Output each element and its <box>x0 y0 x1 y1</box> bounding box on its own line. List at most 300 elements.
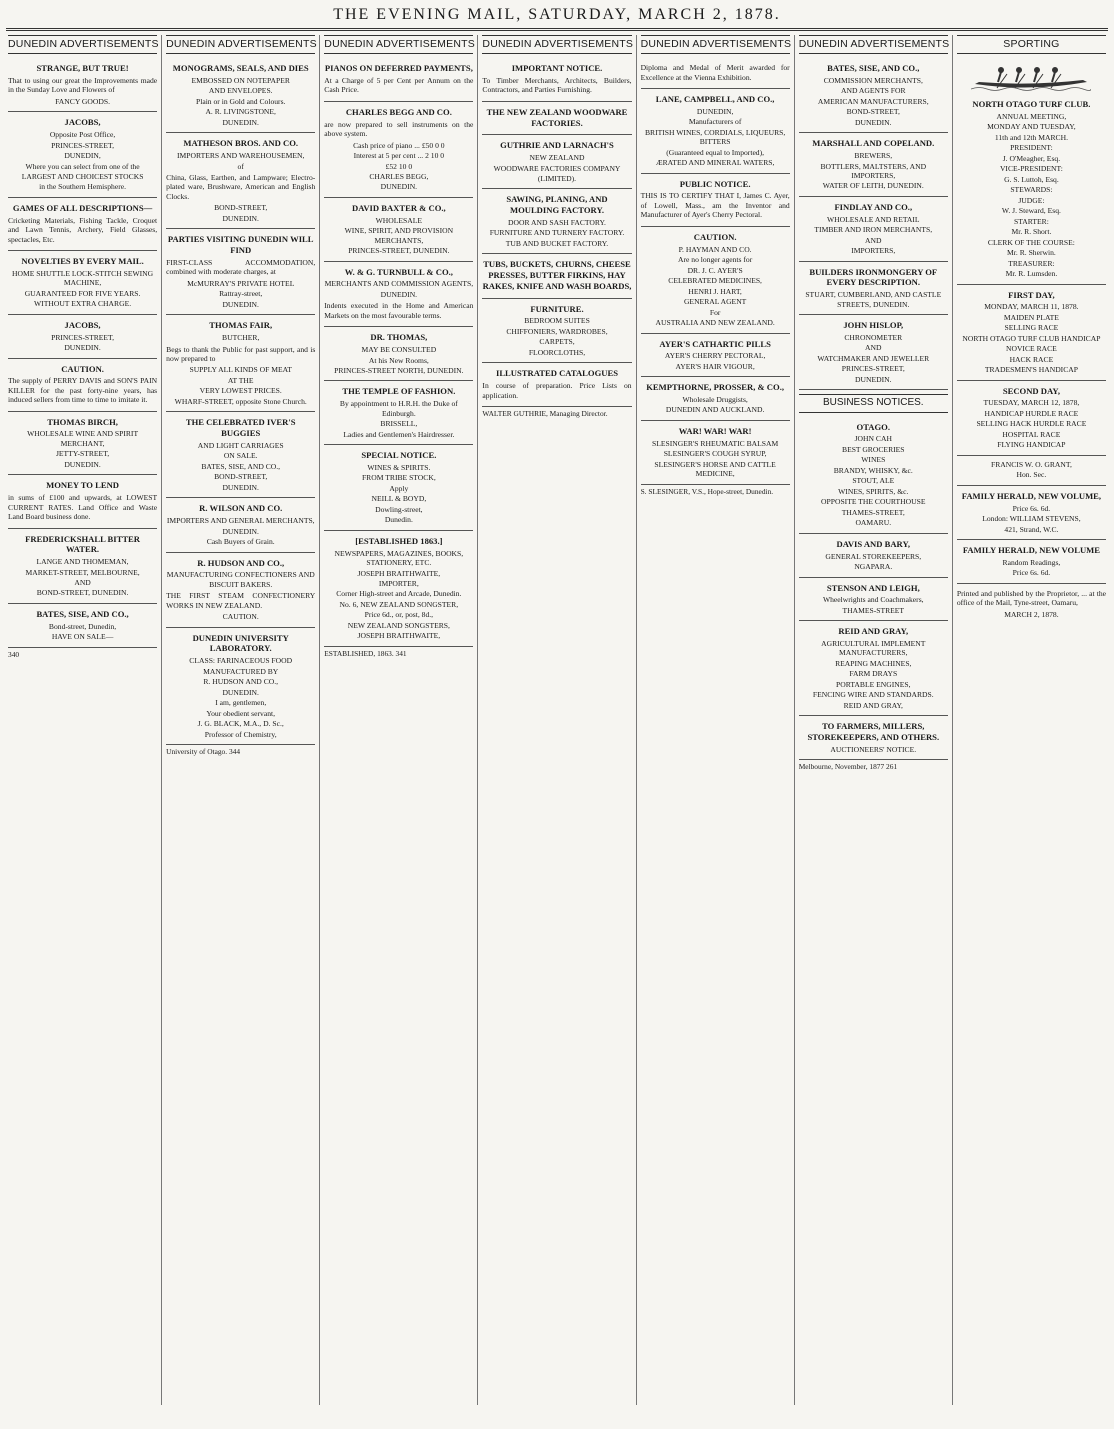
ad-line: For <box>709 307 721 317</box>
ad-line: AUCTIONEERS' NOTICE. <box>830 744 917 754</box>
ad-line: Your obedient servant, <box>206 708 276 718</box>
ad-heading: PIANOS ON DEFERRED PAYMENTS, <box>324 63 473 74</box>
col0-ad-7 <box>8 475 157 528</box>
ad-line: £52 10 0 <box>385 161 413 171</box>
ad-line: Begs to thank the Public for past support, and is now prepared to <box>166 344 316 363</box>
ad-line: NEWSPAPERS, MAGAZINES, BOOKS, STATIONERY, ETC. <box>334 548 464 568</box>
ad-heading: PARTIES VISITING DUNEDIN WILL FIND <box>167 234 314 256</box>
ad-heading: MATHESON BROS. AND CO. <box>183 138 299 149</box>
ad-line: FANCY GOODS. <box>55 96 110 106</box>
ad-line: ÆRATED AND MINERAL WATERS, <box>655 158 775 168</box>
ad-line: JETTY-STREET, <box>55 449 110 459</box>
ad-heading: NOVELTIES BY EVERY MAIL. <box>21 256 144 267</box>
ad-line: AND AGENTS FOR <box>840 86 906 96</box>
section-heading: BUSINESS NOTICES. <box>799 394 948 413</box>
ad-line: AGRICULTURAL IMPLEMENT MANUFACTURERS, <box>821 638 926 658</box>
column-5 <box>795 35 953 1405</box>
ad-line: IMPORTER, <box>378 578 419 588</box>
ad-heading: CHARLES BEGG AND CO. <box>345 106 452 117</box>
ad-heading: W. & G. TURNBULL & CO., <box>344 266 453 277</box>
column-header: DUNEDIN ADVERTISEMENTS <box>641 35 790 54</box>
ad-line: MERCHANTS AND COMMISSION AGENTS, <box>324 279 474 289</box>
ad-heading: FAMILY HERALD, NEW VOLUME <box>962 545 1100 556</box>
ad-line: No. 6, NEW ZEALAND SONGSTER, <box>339 599 459 609</box>
ad-line: PRINCES-STREET, DUNEDIN. <box>348 246 450 256</box>
ad-line: I am, gentlemen, <box>215 698 267 708</box>
ad-line: AMERICAN MANUFACTURERS, <box>817 96 929 106</box>
ad-line: WHOLESALE WINE AND SPIRIT MERCHANT, <box>27 429 139 448</box>
ad-line: NEW ZEALAND SONGSTERS, <box>347 620 450 630</box>
ad-heading: R. HUDSON AND CO., <box>197 557 285 568</box>
ad-heading: BUILDERS IRONMONGERY OF EVERY DESCRIPTION. <box>809 266 938 288</box>
ad-line: BEST GROCERIES <box>842 444 905 454</box>
ad-line: Mr. R. Short. <box>1011 227 1052 237</box>
ad-line: GUARANTEED FOR FIVE YEARS. <box>24 288 141 298</box>
ad-line: STUART, CUMBERLAND, AND CASTLE STREETS, DUNEDIN. <box>805 290 942 309</box>
ad-line: Opposite Post Office, <box>49 130 116 140</box>
ad-line: 421, Strand, W.C. <box>1004 524 1059 534</box>
ad-heading: FURNITURE. <box>530 303 584 314</box>
ad-line: (Guaranteed equal to Imported), <box>666 147 765 157</box>
ad-heading: JACOBS, <box>64 117 101 128</box>
ad-line: DUNEDIN. <box>222 526 259 536</box>
col3-ad-0 <box>482 58 631 102</box>
ad-line: AYER'S HAIR VIGOUR, <box>675 361 755 371</box>
ad-line: WHOLESALE AND RETAIL <box>826 214 920 224</box>
ad-line: MAIDEN PLATE <box>1003 312 1059 322</box>
col4-ad-5 <box>641 377 790 421</box>
columns <box>4 35 1110 1405</box>
ad-line: SLESINGER'S HORSE AND CATTLE MEDICINE, <box>654 459 776 479</box>
ad-heading: MONOGRAMS, SEALS, AND DIES <box>172 63 309 74</box>
ad-line: Wheelwrights and Coachmakers, <box>822 595 924 605</box>
ad-line: WINES, SPIRITS, &c. <box>838 486 909 496</box>
col0-ad-9 <box>8 604 157 648</box>
ad-heading: SECOND DAY, <box>1002 385 1060 396</box>
ad-line: At a Charge of 5 per Cent per Annum on the Cash Price. <box>324 75 474 95</box>
col4-ad-0 <box>641 58 790 89</box>
ad-line: Mr. R. Sherwin. <box>1007 248 1056 258</box>
col0-ad-5 <box>8 359 157 412</box>
ad-line: Mr. R. Lumsden. <box>1005 269 1058 279</box>
col0-ad-1 <box>8 112 157 198</box>
ad-line: DUNEDIN. <box>855 374 892 384</box>
ad-heading: THOMAS BIRCH, <box>47 416 118 427</box>
ad-line: Corner High-street and Arcade, Dunedin. <box>336 589 462 599</box>
ad-line: REAPING MACHINES, <box>835 658 912 668</box>
ad-line: Price 6s. 6d. <box>1012 503 1051 513</box>
ad-heading: GAMES OF ALL DESCRIPTIONS— <box>12 202 153 213</box>
ad-heading: ILLUSTRATED CATALOGUES <box>495 368 618 379</box>
ad-line: VICE-PRESIDENT: <box>999 164 1063 174</box>
ad-line: AYER'S CHERRY PECTORAL, <box>664 351 766 361</box>
col0-ad-8 <box>8 529 157 604</box>
ad-line: NEILL & BOYD, <box>371 494 427 504</box>
ad-heading: REID AND GRAY, <box>838 626 909 637</box>
ad-line: in sums of £100 and upwards, at LOWEST CURRENT RATES. Land Office and Waste Land Board business done. <box>8 493 158 522</box>
ad-line: JUDGE: <box>1018 195 1045 205</box>
ad-line: DUNEDIN AND AUCKLAND. <box>665 405 765 415</box>
ad-line: BRANDY, WHISKY, &c. <box>833 465 913 475</box>
ad-line: Where you can select from one of the <box>25 161 140 171</box>
ad-line: COMMISSION MERCHANTS, <box>823 75 923 85</box>
ad-line: Plain or in Gold and Colours. <box>195 96 286 106</box>
ad-line: Indents executed in the Home and American Markets on the most favourable terms. <box>324 301 474 320</box>
ad-line: THAMES-STREET, <box>841 507 905 517</box>
col4-ad-2 <box>641 174 790 227</box>
col5b-ad-0 <box>799 417 948 534</box>
ad-line: SELLING HACK HURDLE RACE <box>976 419 1087 429</box>
ad-line: CHIFFONIERS, WARDROBES, <box>506 326 608 336</box>
ad-line: Manufacturers of <box>688 117 742 127</box>
ad-line: Cash Buyers of Grain. <box>206 537 275 547</box>
ad-line: London: WILLIAM STEVENS, <box>982 514 1081 524</box>
column-header: DUNEDIN ADVERTISEMENTS <box>482 35 631 54</box>
ad-line: NORTH OTAGO TURF CLUB HANDICAP <box>962 333 1101 343</box>
ad-heading: WAR! WAR! WAR! <box>678 425 752 436</box>
col0-ad-6 <box>8 412 157 476</box>
ad-line: AUSTRALIA AND NEW ZEALAND. <box>655 318 775 328</box>
ad-heading: GUTHRIE AND LARNACH'S <box>500 140 614 151</box>
ad-line: EMBOSSED ON NOTEPAPER <box>191 75 290 85</box>
column-6 <box>953 35 1110 1405</box>
col3-ad-6 <box>482 363 631 407</box>
ad-line: P. HAYMAN AND CO. <box>678 244 752 254</box>
ad-line: DUNEDIN. <box>222 299 259 309</box>
ad-line: BRISSELL, <box>380 419 418 429</box>
col5-ad-3 <box>799 262 948 315</box>
col5-ad-2 <box>799 197 948 262</box>
ad-line: SLESINGER'S COUGH SYRUP, <box>663 449 767 459</box>
ad-line: TRADESMEN'S HANDICAP <box>984 365 1078 375</box>
col1-ad-7 <box>166 628 315 745</box>
col6-ad-5 <box>957 540 1106 584</box>
col5b-ad-2 <box>799 578 948 622</box>
ad-line: JOSEPH BRAITHWAITE, <box>357 568 441 578</box>
ad-line: J. G. BLACK, M.A., D. Sc., <box>197 719 284 729</box>
ad-line: WITHOUT EXTRA CHARGE. <box>34 299 132 309</box>
col0-ad-0 <box>8 58 157 112</box>
ad-line: FIRST-CLASS ACCOMMODATION, combined with moderate charges, at <box>166 257 316 277</box>
ad-line: DUNEDIN. <box>64 343 101 353</box>
col3-ad-3 <box>482 189 631 254</box>
col2-ad-5 <box>324 381 473 445</box>
ad-heading: DAVIS AND BARY, <box>836 538 911 549</box>
ad-line: HOME SHUTTLE LOCK-STITCH SEWING MACHINE, <box>12 268 154 288</box>
masthead: THE EVENING MAIL, SATURDAY, MARCH 2, 1878. <box>333 6 781 23</box>
ad-line: By appointment to H.R.H. the Duke of Edinburgh. <box>339 399 458 418</box>
column-footer: ESTABLISHED, 1863. 341 <box>324 648 407 658</box>
ad-line: NOVICE RACE <box>1005 344 1057 354</box>
ad-line: WINE, SPIRIT, AND PROVISION MERCHANTS, <box>344 226 454 245</box>
ad-line: GENERAL AGENT <box>683 297 747 307</box>
ad-heading: OTAGO. <box>856 421 891 432</box>
ad-line: NEW ZEALAND <box>529 153 585 163</box>
ad-line: BREWERS, <box>854 151 893 161</box>
ad-line: Ladies and Gentlemen's Hairdresser. <box>343 429 455 439</box>
ad-line: Price 6s. 6d. <box>1012 568 1051 578</box>
ad-line: BRITISH WINES, CORDIALS, LIQUEURS, BITTERS <box>644 127 786 147</box>
ad-line: HANDICAP HURDLE RACE <box>984 408 1079 418</box>
col6-ad-6 <box>957 584 1106 624</box>
col6-ad-3 <box>957 456 1106 486</box>
col0-ad-3 <box>8 251 157 315</box>
column-header: SPORTING <box>957 35 1106 54</box>
column-3 <box>478 35 636 1405</box>
col1-ad-5 <box>166 498 315 552</box>
ad-line: HACK RACE <box>1009 354 1054 364</box>
ad-line: AND <box>865 235 882 245</box>
column-footer: University of Otago. 344 <box>166 747 241 756</box>
ad-heading: FAMILY HERALD, NEW VOLUME, <box>961 490 1102 501</box>
ad-line: FLYING HANDICAP <box>997 440 1066 450</box>
ad-line: ON SALE. <box>223 451 258 461</box>
rowing-boat-illustration <box>971 58 1091 92</box>
ad-line: HENRI J. HART, <box>688 286 742 296</box>
column-0 <box>4 35 162 1405</box>
ad-line: BOND-STREET, <box>214 203 268 213</box>
ad-line: DUNEDIN, <box>696 106 734 116</box>
ad-line: 11th and 12th MARCH. <box>994 132 1068 142</box>
ad-line: McMURRAY'S PRIVATE HOTEL <box>187 278 295 288</box>
ad-line: WHOLESALE <box>375 215 423 225</box>
ad-heading: DAVID BAXTER & CO., <box>352 202 446 213</box>
col2-ad-2 <box>324 198 473 262</box>
ad-line: R. HUDSON AND CO., <box>203 677 279 687</box>
ad-heading: KEMPTHORNE, PROSSER, & CO., <box>646 382 784 393</box>
ad-line: HAVE ON SALE— <box>51 632 114 642</box>
ad-line: AND <box>74 578 91 587</box>
column-1 <box>162 35 320 1405</box>
ad-heading: NORTH OTAGO TURF CLUB. <box>972 99 1091 110</box>
ad-line: PRINCES-STREET, <box>51 332 115 342</box>
ad-line: SELLING RACE <box>1004 323 1059 333</box>
ad-line: DUNEDIN. <box>222 213 259 223</box>
ad-line: G. S. Luttoh, Esq. <box>1004 174 1059 184</box>
ad-line: FRANCIS W. O. GRANT, <box>990 459 1072 469</box>
ad-line: DUNEDIN. <box>64 459 101 469</box>
ad-line: BEDROOM SUITES <box>524 316 590 326</box>
col5b-ad-3 <box>799 621 948 716</box>
ad-line: TREASURER: <box>1008 258 1055 268</box>
ad-line: LANGE AND THOMEMAN, <box>36 557 129 567</box>
ad-line: IMPORTERS AND GENERAL MERCHANTS, <box>166 516 315 526</box>
col2-ad-0 <box>324 58 473 102</box>
ad-line: of <box>237 161 244 171</box>
col0-ad-2 <box>8 198 157 251</box>
ad-line: (LIMITED). <box>537 174 577 183</box>
column-4 <box>637 35 795 1405</box>
ad-line: DUNEDIN. <box>222 687 259 697</box>
ad-line: IMPORTERS AND WAREHOUSEMEN, <box>176 151 305 161</box>
ad-line: That to using our great the Improvements made in the Sunday Love and Flowers of <box>8 75 158 95</box>
column-header: DUNEDIN ADVERTISEMENTS <box>799 35 948 54</box>
col2-ad-7 <box>324 531 473 647</box>
ad-line: PORTABLE ENGINES, <box>836 679 911 689</box>
column-footer: Melbourne, November, 1877 261 <box>798 762 898 772</box>
ad-heading: THE TEMPLE OF FASHION. <box>342 386 456 397</box>
ad-heading: DUNEDIN UNIVERSITY LABORATORY. <box>192 632 289 654</box>
ad-line: PRINCES-STREET, <box>51 140 115 150</box>
col1-ad-2 <box>166 229 315 315</box>
col2-ad-6 <box>324 445 473 531</box>
ad-line: OAMARU. <box>855 518 892 528</box>
col1-ad-3 <box>166 315 315 412</box>
ad-line: STEWARDS: <box>1010 185 1053 195</box>
ad-line: DUNEDIN. <box>855 117 892 127</box>
ad-heading: THE NEW ZEALAND WOODWARE FACTORIES. <box>486 106 628 128</box>
ad-heading: BATES, SISE, AND CO., <box>36 608 129 619</box>
ad-heading: BATES, SISE, AND CO., <box>827 63 920 74</box>
ad-line: TIMBER AND IRON MERCHANTS, <box>814 225 933 235</box>
col5-ad-0 <box>799 58 948 133</box>
ad-line: AND <box>865 343 882 353</box>
ad-line: DUNEDIN. <box>222 117 259 127</box>
ad-line: WINES & SPIRITS. <box>367 462 431 472</box>
ad-line: PRINCES-STREET NORTH, DUNEDIN. <box>334 366 464 375</box>
ad-line: Price 6d., or, post, 8d., <box>364 610 434 620</box>
ad-line: FURNITURE AND TURNERY FACTORY. <box>489 228 625 238</box>
ad-heading: MONEY TO LEND <box>46 480 120 491</box>
ad-line: WINES <box>861 455 886 465</box>
ad-line: Are no longer agents for <box>678 255 753 265</box>
col4-ad-1 <box>641 89 790 174</box>
ad-line: CARPETS, <box>539 337 575 347</box>
ad-heading: MARSHALL AND COPELAND. <box>812 138 935 149</box>
ad-line: DR. J. C. AYER'S <box>687 265 743 275</box>
ad-line: Professor of Chemistry, <box>204 729 277 739</box>
ad-line: Dunedin. <box>384 515 413 525</box>
column-header: DUNEDIN ADVERTISEMENTS <box>166 35 315 54</box>
col6-ad-4 <box>957 486 1106 540</box>
ad-line: Random Readings, <box>1002 557 1061 567</box>
col1-ad-4 <box>166 412 315 498</box>
ad-line: SLESINGER'S RHEUMATIC BALSAM <box>652 438 779 448</box>
ad-line: MANUFACTURED BY <box>203 666 279 676</box>
ad-heading: PUBLIC NOTICE. <box>679 178 751 189</box>
ad-line: MONDAY, MARCH 11, 1878. <box>984 302 1079 312</box>
col6-ad-0 <box>957 94 1106 284</box>
ad-line: Rattray-street, <box>219 289 263 299</box>
ad-heading: TUBS, BUCKETS, CHURNS, CHEESE PRESSES, BUTTER FIRKINS, HAY RAKES, KNIFE AND WASH BOARDS, <box>482 259 632 291</box>
ad-line: TUESDAY, MARCH 12, 1878, <box>983 398 1080 408</box>
ad-line: WOODWARE FACTORIES COMPANY <box>493 163 621 173</box>
ad-line: W. J. Steward, Esq. <box>1001 206 1061 216</box>
ad-line: FROM TRIBE STOCK, <box>361 473 436 483</box>
ad-line: WATER OF LEITH, DUNEDIN. <box>822 181 924 191</box>
col4-ad-3 <box>641 227 790 334</box>
col1-ad-1 <box>166 133 315 229</box>
ad-line: BOND-STREET, <box>846 107 900 117</box>
ad-line: A. R. LIVINGSTONE, <box>205 107 276 117</box>
ad-line: In course of preparation. Price Lists on application. <box>482 381 632 400</box>
ad-line: CLERK OF THE COURSE: <box>987 237 1075 247</box>
ad-line: AND LIGHT CARRIAGES <box>197 440 284 450</box>
ad-line: FLOORCLOTHS, <box>528 347 586 357</box>
ad-line: Dowling-street, <box>375 504 423 514</box>
ad-line: Diploma and Medal of Merit awarded for Excellence at the Vienna Exhibition. <box>640 63 790 82</box>
ad-line: PRESIDENT: <box>1010 143 1053 153</box>
ad-line: HOSPITAL RACE <box>1002 429 1061 439</box>
col6-ad-2 <box>957 381 1106 456</box>
ad-heading: JACOBS, <box>64 319 101 330</box>
ad-heading: CAUTION. <box>693 231 737 242</box>
ad-heading: IMPORTANT NOTICE. <box>511 63 603 74</box>
ad-line: Wholesale Druggists, <box>682 394 748 404</box>
ad-line: FARM DRAYS <box>849 669 898 679</box>
col4-ad-6 <box>641 421 790 485</box>
ad-line: LARGEST AND CHOICEST STOCKS <box>21 171 144 181</box>
ad-line: NGAPARA. <box>854 562 893 572</box>
ad-line: PRINCES-STREET, <box>841 364 905 374</box>
ad-line: THIS IS TO CERTIFY THAT I, James C. Ayer, of Lowell, Mass., am the Inventor and Manufacturer of Ayer's Cherry Pectoral. <box>640 191 790 220</box>
ad-line: IMPORTERS, <box>851 246 896 256</box>
ad-line: Printed and published by the Proprietor, ... at the office of the Mail, Tyne-street, Oamaru, <box>956 588 1106 608</box>
col3-ad-5 <box>482 299 631 364</box>
ad-line: MARKET-STREET, MELBOURNE, <box>25 567 140 577</box>
ad-line: CHARLES BEGG, <box>369 171 429 181</box>
ad-heading: LANE, CAMPBELL, AND CO., <box>655 94 775 105</box>
ad-heading: SPECIAL NOTICE. <box>361 450 437 461</box>
col0-ad-4 <box>8 315 157 359</box>
column-header: DUNEDIN ADVERTISEMENTS <box>8 35 157 54</box>
ad-heading: AYER'S CATHARTIC PILLS <box>659 338 771 349</box>
ad-line: MARCH 2, 1878. <box>1004 609 1059 619</box>
ad-line: Bond-street, Dunedin, <box>48 621 117 631</box>
ad-line: Hon. Sec. <box>1016 470 1047 480</box>
ad-line: Interest at 5 per cent ... 2 10 0 <box>353 151 445 161</box>
ad-line: DUNEDIN, <box>64 151 101 161</box>
col5b-ad-1 <box>799 534 948 578</box>
column-footer: S. SLESINGER, V.S., Hope-street, Dunedin. <box>640 486 774 496</box>
column-footer: WALTER GUTHRIE, Managing Director. <box>482 408 608 418</box>
ad-line: STARTER: <box>1014 216 1049 226</box>
ad-line: China, Glass, Earthen, and Lampware; Electro-plated ware, Brushware, American and English Clocks. <box>166 172 316 201</box>
ad-heading: DR. THOMAS, <box>370 332 428 343</box>
col3-ad-2 <box>482 135 631 189</box>
ad-heading: FINDLAY AND CO., <box>834 201 913 212</box>
ad-line: JOHN CAH <box>854 434 892 444</box>
col6-ad-1 <box>957 285 1106 381</box>
ad-line: TUB AND BUCKET FACTORY. <box>505 238 609 248</box>
ad-line: AND ENVELOPES. <box>208 86 273 96</box>
ad-heading: THE CELEBRATED IVER'S BUGGIES <box>185 417 296 439</box>
ad-line: OPPOSITE THE COURTHOUSE <box>821 497 926 507</box>
ad-line: DOOR AND SASH FACTORY. <box>508 217 606 227</box>
masthead-rule <box>6 28 1108 31</box>
ad-line: WHARF-STREET, opposite Stone Church. <box>174 396 307 406</box>
ad-heading: SAWING, PLANING, AND MOULDING FACTORY. <box>506 194 608 216</box>
ad-line: The supply of PERRY DAVIS and SON'S PAIN KILLER for the past forty-nine years, has induced sellers from time to time to imitate it. <box>8 376 158 405</box>
ad-heading: R. WILSON AND CO. <box>199 503 283 514</box>
ad-line: GENERAL STOREKEEPERS, <box>825 551 922 561</box>
col1-ad-6 <box>166 553 315 628</box>
ad-line: BUTCHER, <box>222 333 260 343</box>
ad-heading: CAUTION. <box>61 363 104 374</box>
ad-heading: STENSON AND LEIGH, <box>826 582 920 593</box>
ad-line: BOND-STREET, DUNEDIN. <box>36 588 129 598</box>
ad-line: BOND-STREET, <box>214 472 268 482</box>
ad-line: THE FIRST STEAM CONFECTIONERY WORKS IN NEW ZEALAND. <box>166 591 316 610</box>
ad-line: CLASS: FARINACEOUS FOOD <box>189 656 293 666</box>
col2-ad-3 <box>324 262 473 328</box>
ad-line: BATES, SISE, AND CO., <box>201 461 281 471</box>
ad-line: J. O'Meagher, Esq. <box>1002 153 1061 163</box>
ad-line: VERY LOWEST PRICES. <box>199 386 282 396</box>
ad-line: Cash price of piano ... £50 0 0 <box>353 140 445 150</box>
ad-heading: [ESTABLISHED 1863.] <box>355 535 443 546</box>
ad-heading: THOMAS FAIR, <box>209 320 273 331</box>
